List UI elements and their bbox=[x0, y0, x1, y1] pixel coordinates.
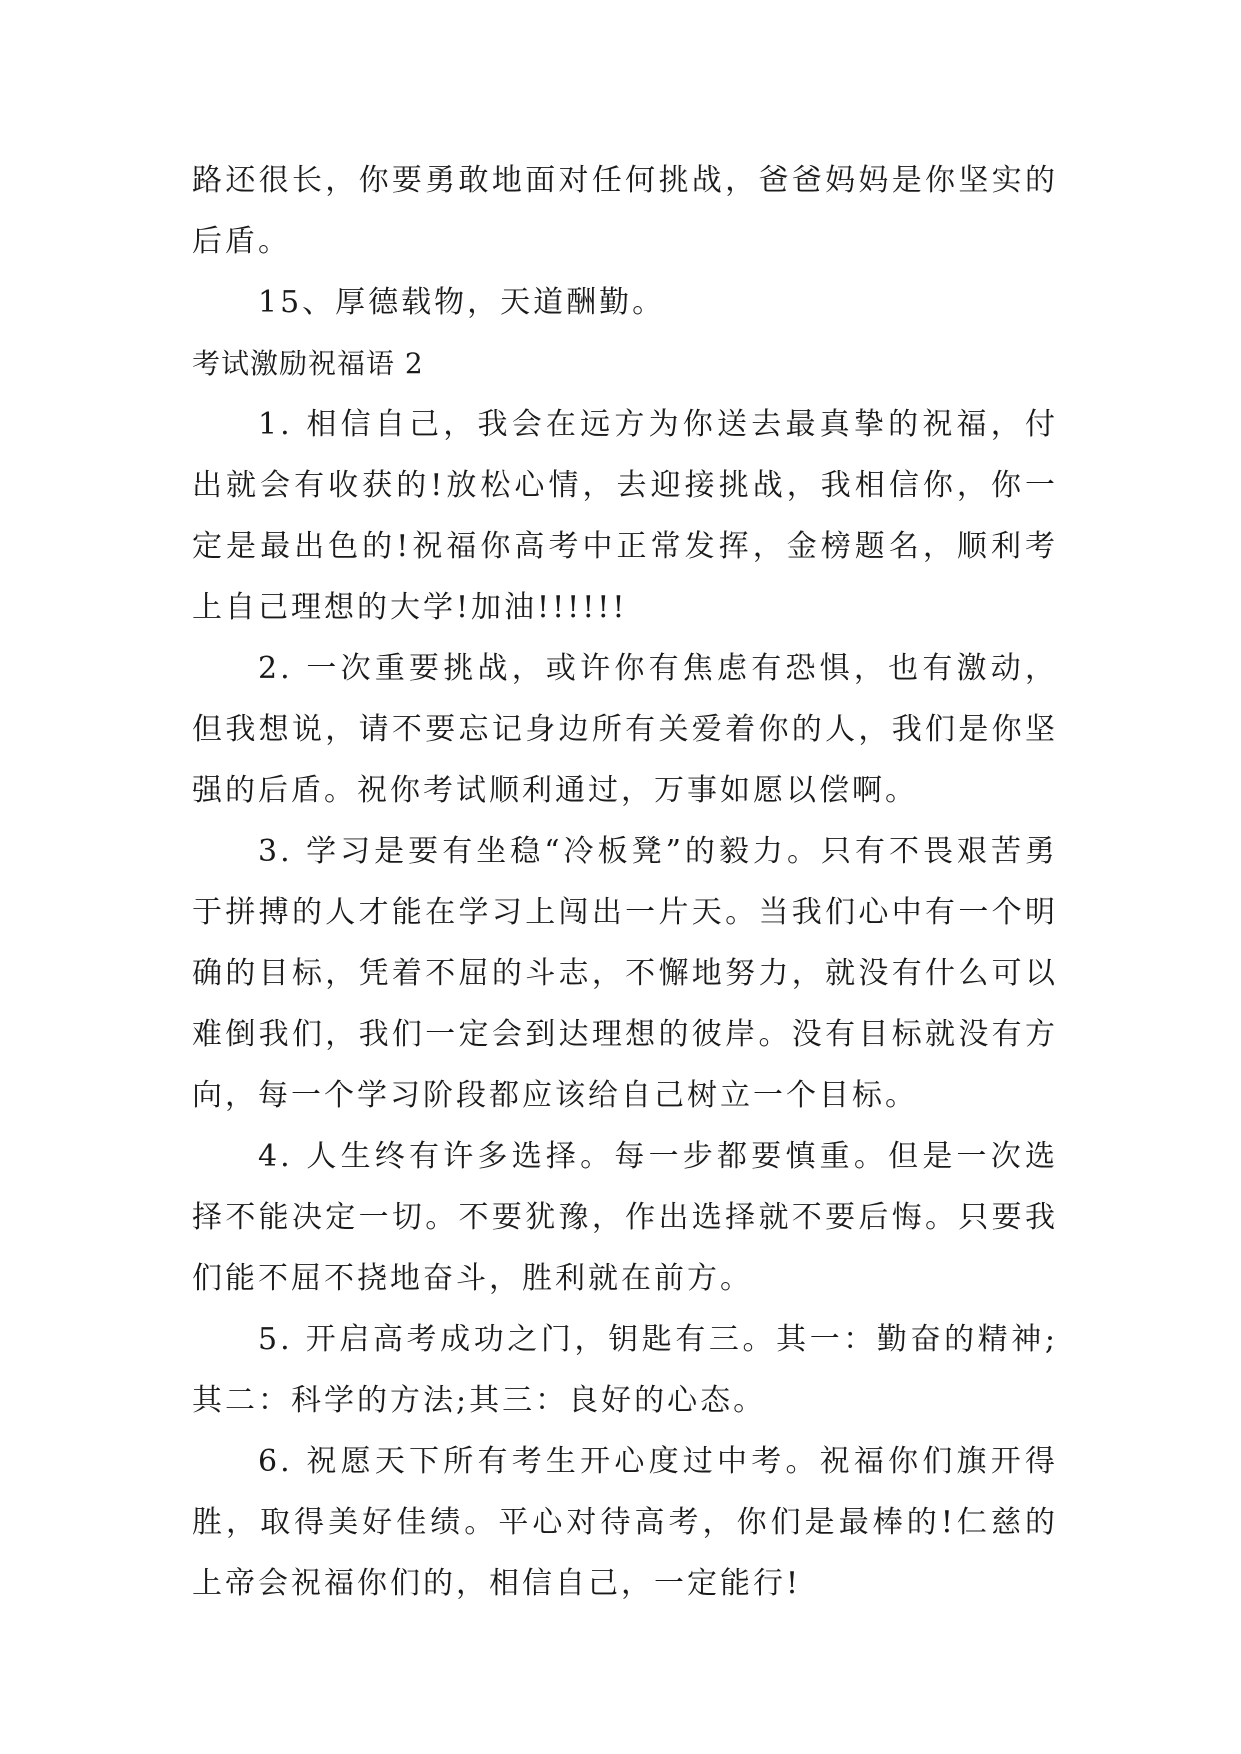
list-item-6: 6. 祝愿天下所有考生开心度过中考。祝福你们旗开得胜，取得美好佳绩。平心对待高考，你们是最棒的!仁慈的上帝会祝福你们的，相信自己，一定能行! bbox=[192, 1444, 1058, 1601]
section-title: 考试激励祝福语 2 bbox=[192, 347, 424, 380]
list-item-3: 3. 学习是要有坐稳“冷板凳”的毅力。只有不畏艰苦勇于拼搏的人才能在学习上闯出一片天。当我们心中有一个明确的目标，凭着不屈的斗志，不懈地努力，就没有什么可以难倒我们，我们一定会到达理想的彼岸。没有目标就没有方向，每一个学习阶段都应该给自己树立一个目标。 bbox=[192, 834, 1058, 1113]
document-page bbox=[192, 150, 1058, 1614]
list-item-2: 2. 一次重要挑战，或许你有焦虑有恐惧，也有激动，但我想说，请不要忘记身边所有关爱着你的人，我们是你坚强的后盾。祝你考试顺利通过，万事如愿以偿啊。 bbox=[192, 651, 1058, 808]
list-item-4: 4. 人生终有许多选择。每一步都要慎重。但是一次选择不能决定一切。不要犹豫，作出选择就不要后悔。只要我们能不屈不挠地奋斗，胜利就在前方。 bbox=[192, 1139, 1058, 1296]
continuation-paragraph: 路还很长，你要勇敢地面对任何挑战，爸爸妈妈是你坚实的后盾。 bbox=[192, 163, 1058, 259]
list-item-1: 1. 相信自己，我会在远方为你送去最真挚的祝福，付出就会有收获的!放松心情，去迎接挑战，我相信你，你一定是最出色的!祝福你高考中正常发挥，金榜题名，顺利考上自己理想的大学!加油!!!!!! bbox=[192, 407, 1058, 625]
list-item-15: 15、厚德载物，天道酬勤。 bbox=[258, 285, 666, 320]
list-item-5: 5. 开启高考成功之门，钥匙有三。其一：勤奋的精神;其二：科学的方法;其三：良好的心态。 bbox=[192, 1322, 1058, 1418]
